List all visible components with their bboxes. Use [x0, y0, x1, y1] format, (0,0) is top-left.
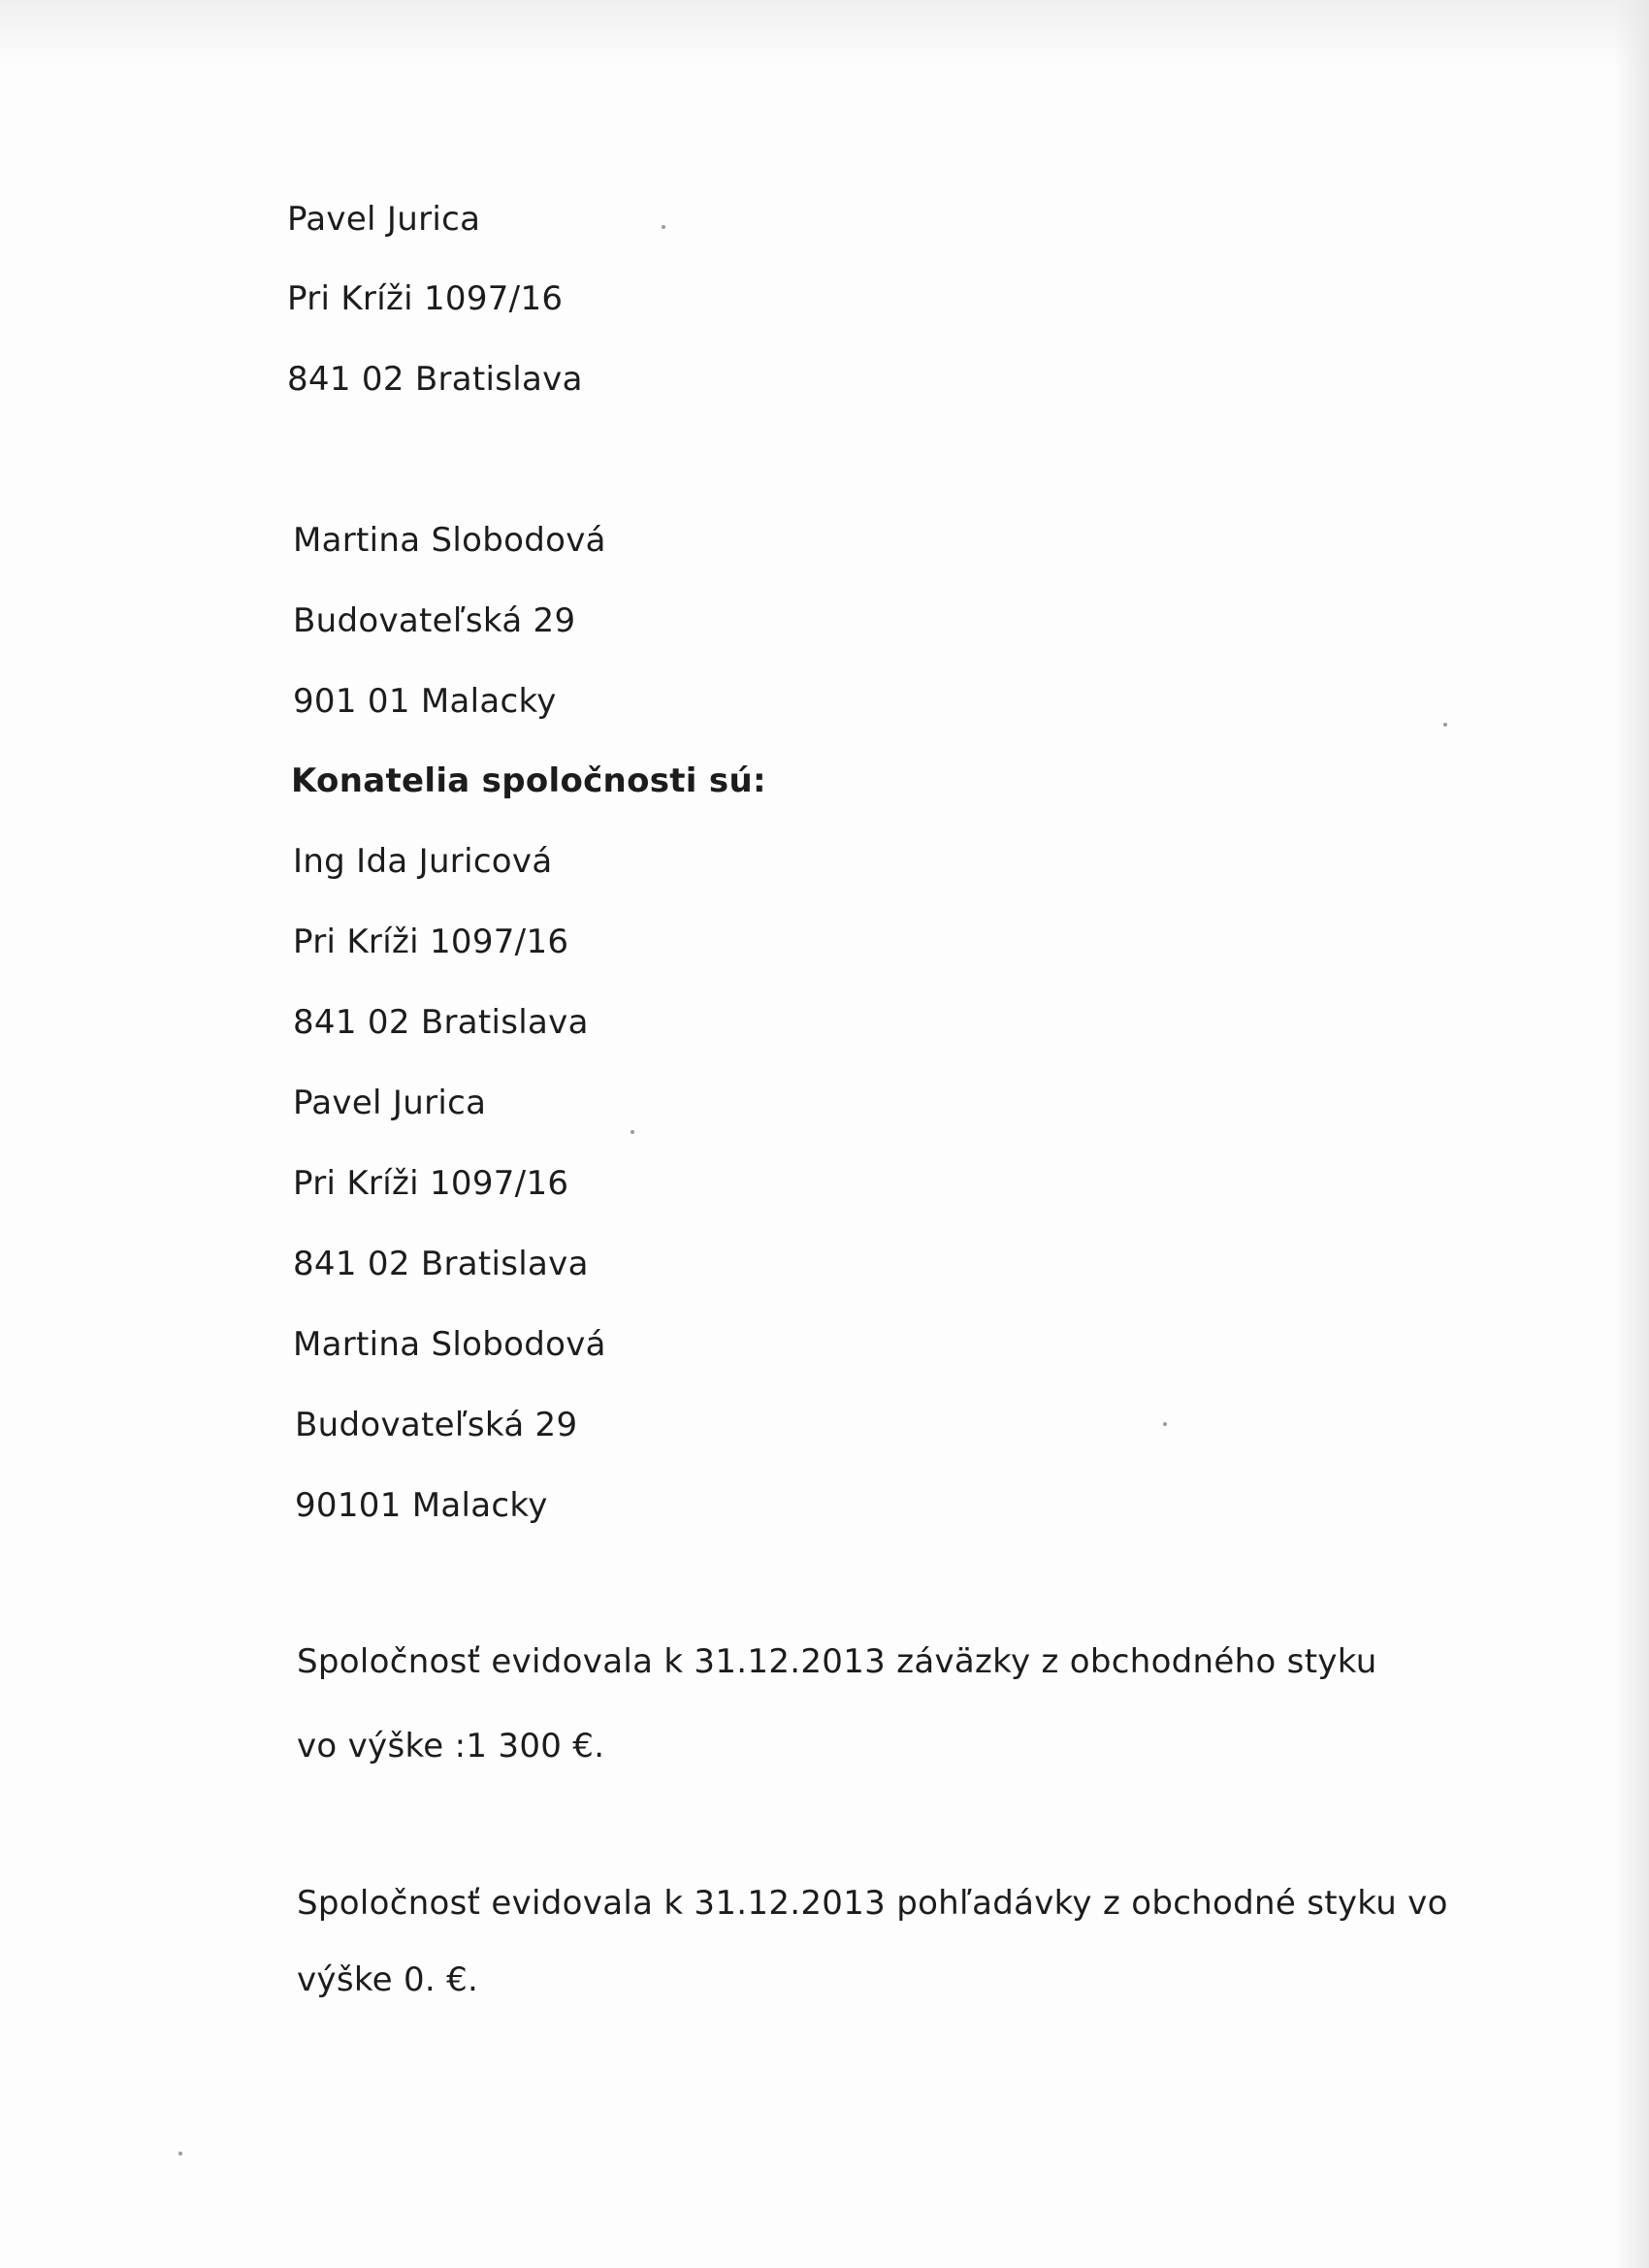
sender-name: Pavel Jurica	[287, 200, 481, 239]
scan-speck	[662, 225, 665, 229]
sender-city: 841 02 Bratislava	[287, 360, 583, 399]
partner-city: 901 01 Malacky	[293, 682, 557, 721]
scan-speck	[630, 1130, 634, 1134]
executive-street: Pri Kríži 1097/16	[293, 1164, 569, 1203]
executive-name: Martina Slobodová	[293, 1325, 606, 1364]
executive-city: 841 02 Bratislava	[293, 1245, 589, 1283]
executive-street: Pri Kríži 1097/16	[293, 923, 569, 961]
executive-street: Budovateľská 29	[295, 1406, 578, 1444]
partner-name: Martina Slobodová	[293, 521, 606, 560]
scan-shadow-top	[0, 0, 1649, 68]
executive-city: 841 02 Bratislava	[293, 1003, 589, 1042]
receivables-line: Spoločnosť evidovala k 31.12.2013 pohľadávky z obchodné styku vo	[297, 1884, 1448, 1923]
scan-shadow-right	[1614, 0, 1649, 2268]
executives-heading: Konatelia spoločnosti sú:	[291, 761, 766, 800]
receivables-amount: výške 0. €.	[297, 1960, 479, 1999]
scan-speck	[1163, 1422, 1167, 1426]
sender-street: Pri Kríži 1097/16	[287, 279, 564, 318]
executive-name: Ing Ida Juricová	[293, 842, 553, 881]
liabilities-amount: vo výške :1 300 €.	[297, 1727, 605, 1766]
executive-name: Pavel Jurica	[293, 1084, 487, 1122]
liabilities-line: Spoločnosť evidovala k 31.12.2013 záväzky z obchodného styku	[297, 1642, 1377, 1681]
scan-speck	[178, 2152, 182, 2155]
executive-city: 90101 Malacky	[295, 1486, 548, 1525]
partner-street: Budovateľská 29	[293, 601, 576, 640]
scan-speck	[1443, 723, 1447, 727]
